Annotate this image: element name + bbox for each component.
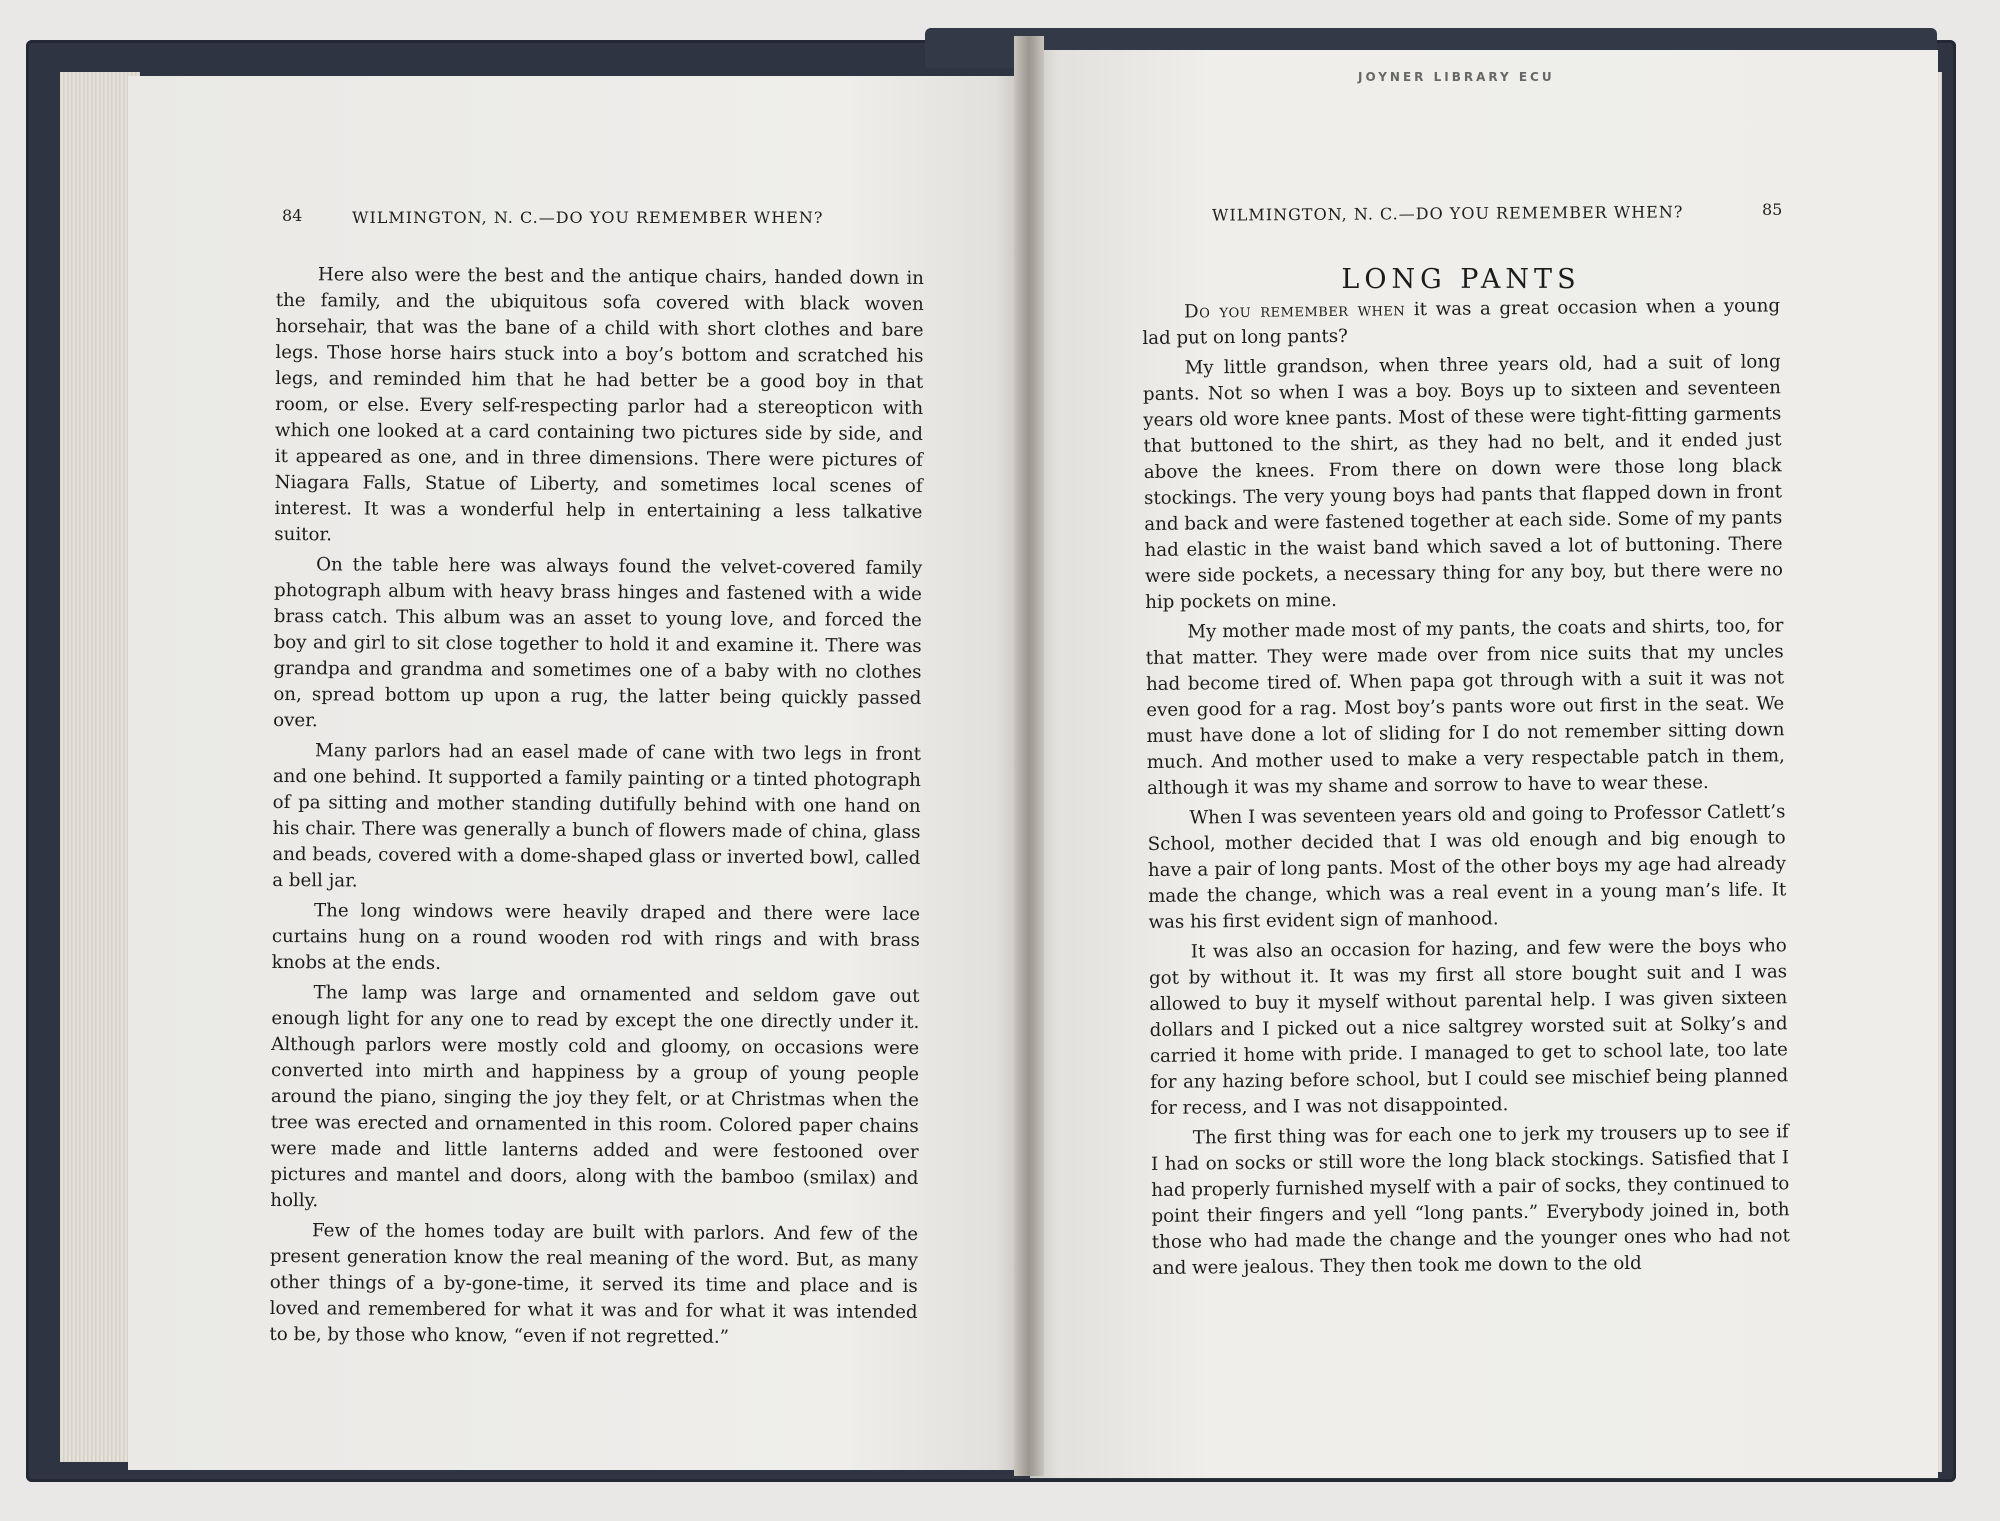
chapter-title: LONG PANTS: [1341, 264, 1581, 295]
right-paragraph: My little grandson, when three years old, had a suit of long pants. Not so when I was a boy. Boys up to sixteen and seventeen years old wore knee pants. Most of these were tight-fitting garments that buttoned to the shirt, as they had no belt, and it ended just above the knees. From there on down were those long black stockings. The very young boys had pants that flapped down in front and back and were fastened together at each side. Some of my pants had elastic in the waist band which saved a lot of buttoning. There were side pockets, a necessary thing for any boy, but there were no hip pockets on mine.: [1142, 351, 1783, 613]
left-paragraph: The lamp was large and ornamented and seldom gave out enough light for any one to read by except the one directly under it. Although parlors were mostly cold and gloomy, on occasions were converted into mirth and happiness by a group of young people around the piano, singing the joy they felt, or at Christmas when the tree was erected and ornamented in this room. Colored paper chains were made and little lanterns added and were festooned over pictures and mantel and doors, along with the bamboo (smilax) and holly.: [270, 982, 920, 1212]
first-paragraph-text: it was a great occasion when a young lad put on long pants?: [1142, 295, 1781, 349]
left-page-number: 84: [282, 206, 303, 225]
left-paragraph: Few of the homes today are built with parlors. And few of the present generation know the real meaning of the word. But, as many other things of a by-gone-time, it served its time and place and is loved and remembered for what it was and for what it was intended to be, by those who know, “even if not regretted.”: [269, 1220, 919, 1348]
right-paragraph: The first thing was for each one to jerk my trousers up to see if I had on socks or still wore the long black stockings. Satisfied that I had properly furnished myself with a pair of socks, they continued to point their fingers and yell “long pants.” Everybody joined in, both those who had made the change and the younger ones who had not and were jealous. They then took me down to the old: [1150, 1121, 1790, 1279]
right-paragraph: When I was seventeen years old and going to Professor Catlett’s School, mother decided that I was old enough and big enough to have a pair of long pants. Most of the other boys my age had already made the change, which was a real event in a young man’s life. It was his first evident sign of manhood.: [1147, 801, 1787, 933]
right-running-head: WILMINGTON, N. C.—DO YOU REMEMBER WHEN?: [1211, 202, 1684, 225]
lead-in-smallcaps: Do you remember when: [1184, 299, 1406, 323]
left-page-body: [269, 262, 924, 1352]
book-spine-gutter: [1014, 36, 1044, 1476]
left-running-head: WILMINGTON, N. C.—DO YOU REMEMBER WHEN?: [352, 208, 824, 227]
left-paragraph: Many parlors had an easel made of cane with two legs in front and one behind. It supported a family painting or a tinted photograph of pa sitting and mother standing dutifully behind with one hand on his chair. There was generally a bunch of flowers made of china, glass and beads, covered with a dome-shaped glass or inverted bowl, called a bell jar.: [272, 740, 922, 892]
library-stamp: JOYNER LIBRARY ECU: [1358, 70, 1555, 84]
right-page-body: [1142, 293, 1790, 1282]
left-paragraph: The long windows were heavily draped and there were lace curtains hung on a round wooden rod with rings and with brass knobs at the ends.: [271, 900, 921, 975]
left-paragraph: Here also were the best and the antique chairs, handed down in the family, and the ubiquitous sofa covered with black woven horsehair, that was the bane of a child with short clothes and bare legs. Those horse hairs stuck into a boy’s bottom and scratched his legs, and reminded him that he had better be a good boy in that room, or else. Every self-respecting parlor had a stereopticon with which one looked at a card containing two pictures side by side, and it appeared as one, and in three dimensions. There were pictures of Niagara Falls, Statue of Liberty, and sometimes local scenes of interest. It was a wonderful help in entertaining a less talkative suitor.: [274, 264, 924, 546]
right-paragraph: It was also an occasion for hazing, and few were the boys who got by without it. It was my first all store bought suit and I was allowed to buy it myself without parental help. I was given sixteen dollars and I picked out a nice saltgrey worsted suit at Solky’s and carried it home with pride. I managed to get to school late, too late for any hazing before school, but I could see mischief being planned for recess, and I was not disappointed.: [1148, 935, 1789, 1119]
left-paragraph: On the table here was always found the velvet-covered family photograph album with heavy brass hinges and fastened with a wide brass catch. This album was an asset to young love, and forced the boy and girl to sit close together to hold it and examine it. There was grandpa and grandma and sometimes one of a baby with no clothes on, spread bottom up upon a rug, the latter being quickly passed over.: [273, 554, 923, 732]
right-first-paragraph: [1142, 293, 1781, 352]
right-paragraph: My mother made most of my pants, the coats and shirts, too, for that matter. They were made over from nice suits that my uncles had become tired of. When papa got through with a suit it was not even good for a rag. Most boy’s pants wore out first in the seat. We must have done a lot of sliding for I do not remember sitting down much. And mother used to make a very respectable patch in them, although it was my shame and sorrow to have to wear these.: [1145, 615, 1785, 799]
right-page-number: 85: [1762, 200, 1783, 219]
